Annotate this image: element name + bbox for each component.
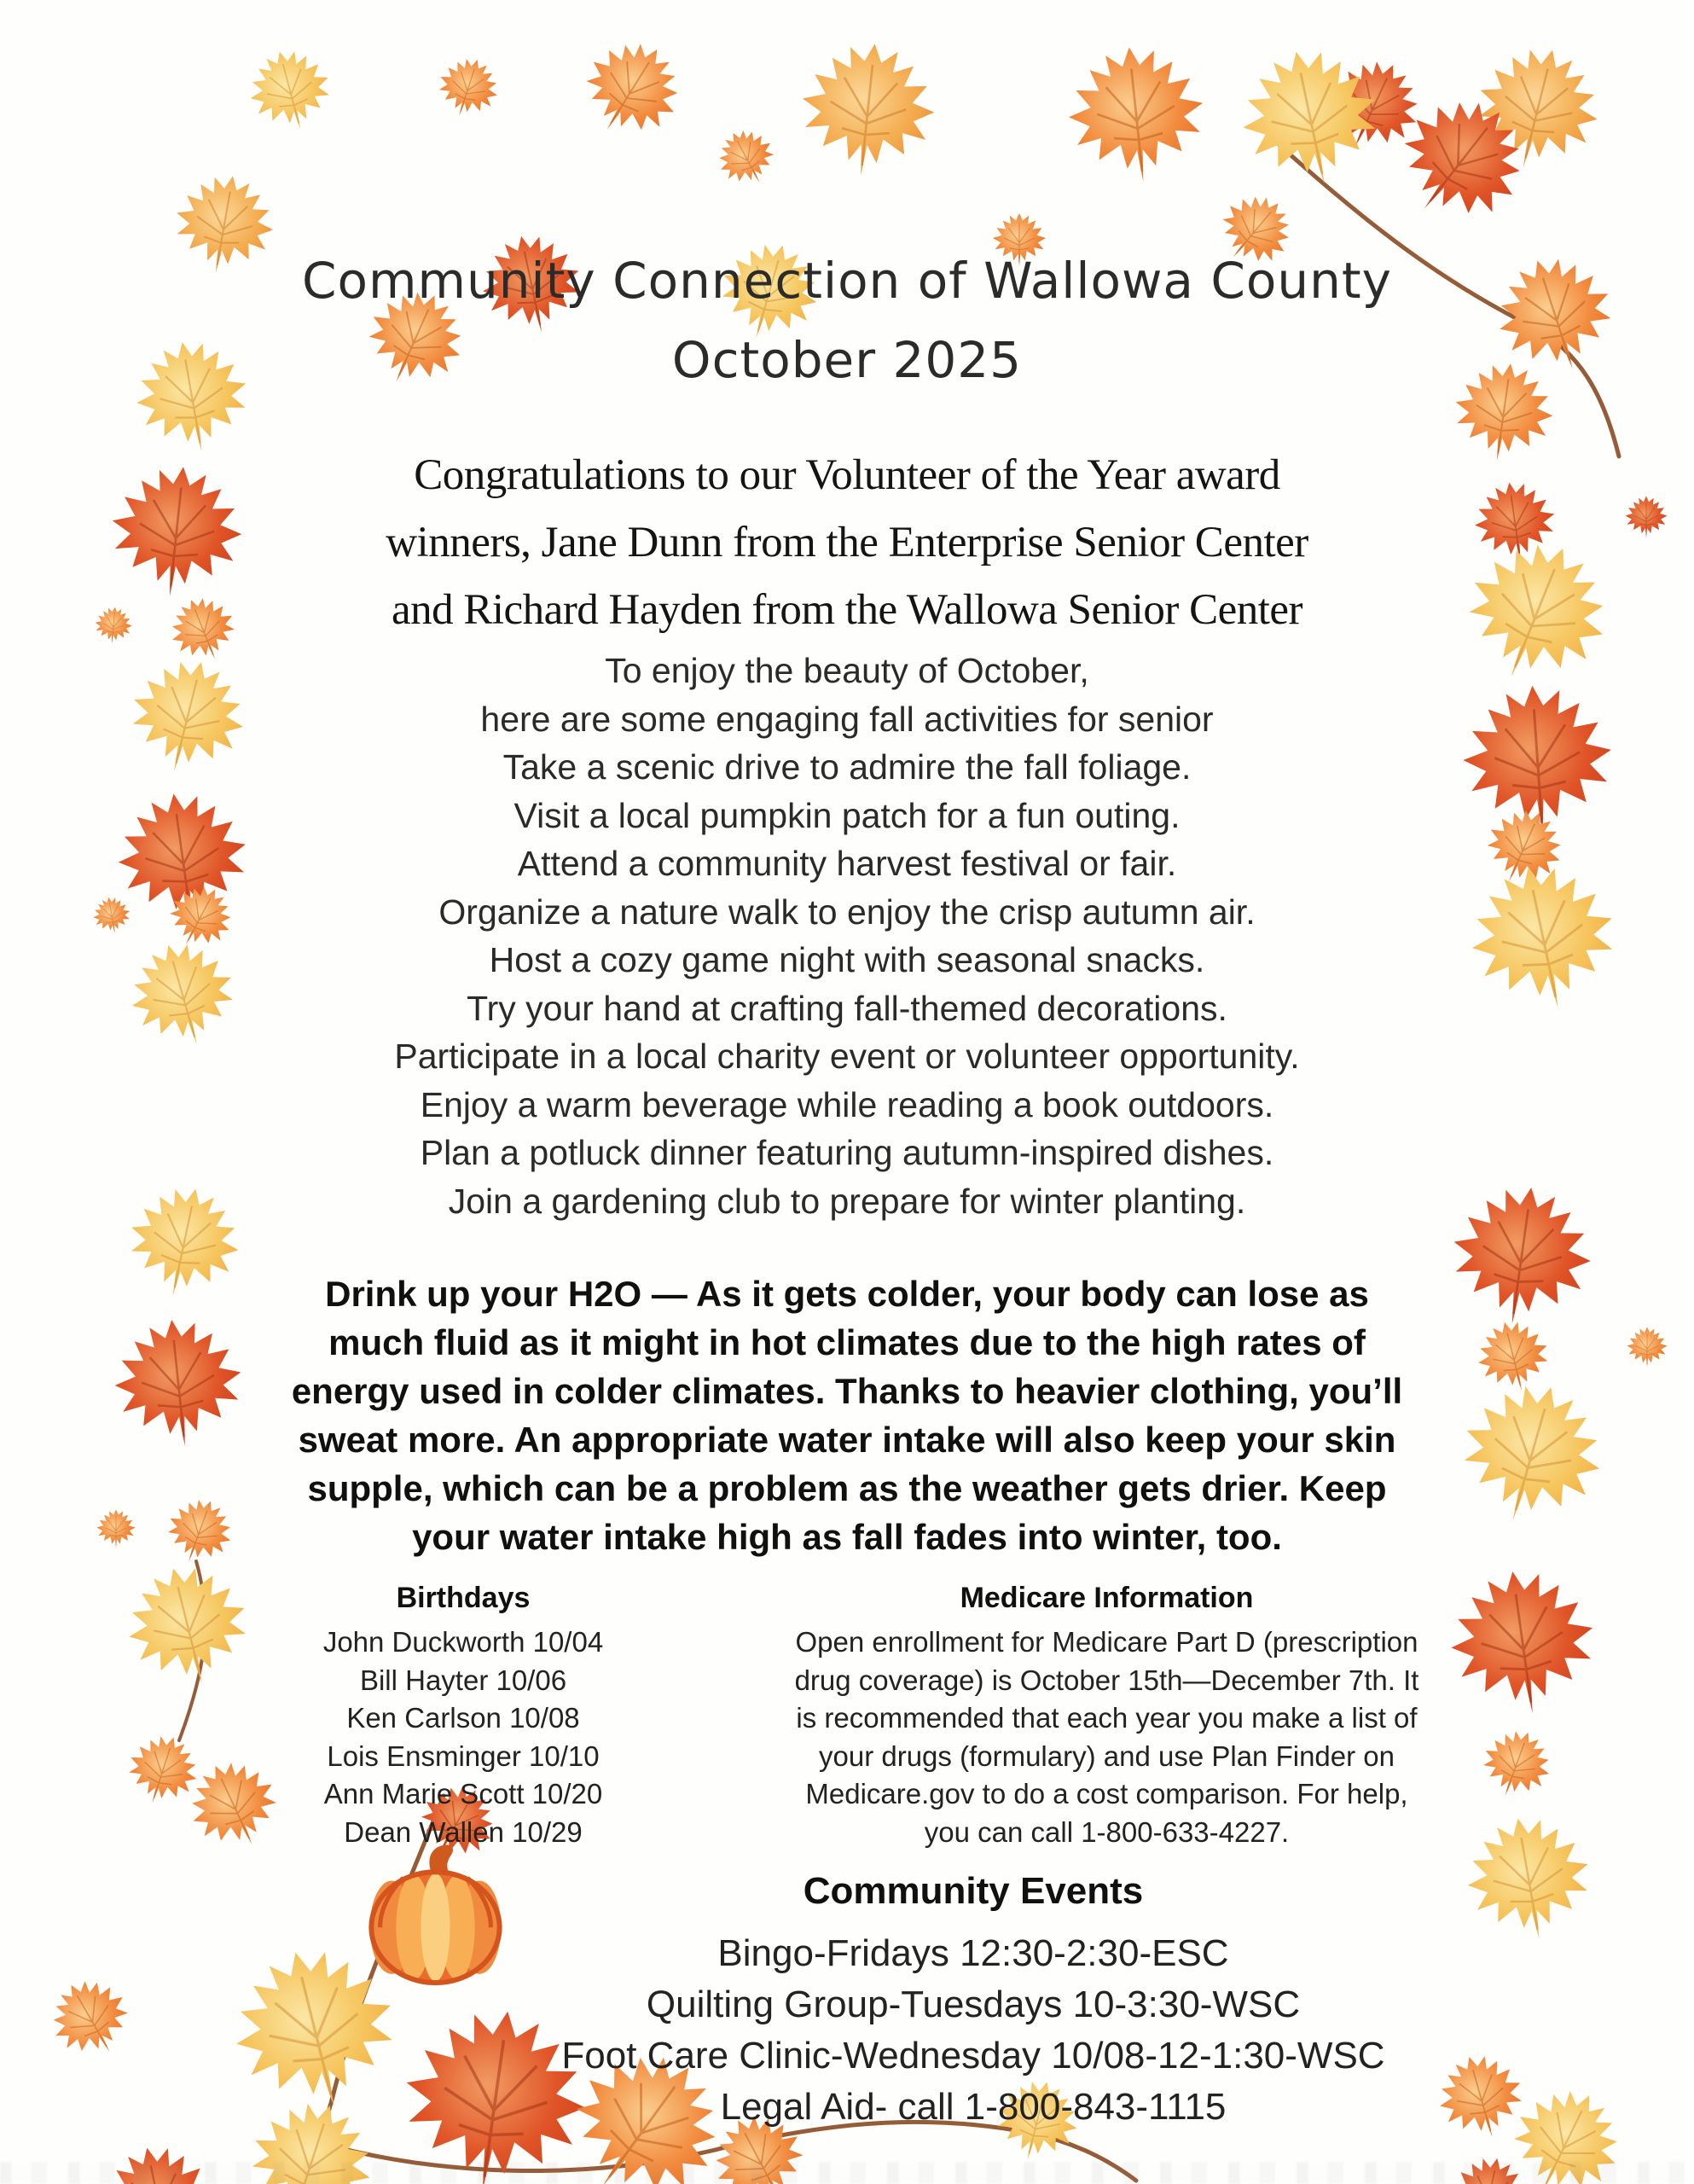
maple-leaf-decoration — [96, 1508, 136, 1549]
community-events-heading: Community Events — [803, 1870, 1144, 1912]
birthday-entry: Bill Hayter 10/06 — [359, 1664, 567, 1696]
newsletter-title: Community Connection of Wallowa County — [302, 252, 1392, 310]
activity-line: Attend a community harvest festival or fair. — [517, 844, 1177, 883]
hydration-line: your water intake high as fall fades into winter, too. — [412, 1517, 1282, 1557]
congratulations-line-2: winners, Jane Dunn from the Enterprise Senior Center — [386, 519, 1308, 566]
birthdays-section — [233, 1582, 693, 1851]
hydration-notice — [188, 1269, 1506, 1561]
medicare-line: Open enrollment for Medicare Part D (prescription — [795, 1626, 1418, 1658]
event-line: Bingo-Fridays 12:30-2:30-ESC — [717, 1932, 1229, 1974]
maple-leaf-decoration — [1626, 1326, 1668, 1368]
hydration-line: Drink up your H2O — As it gets colder, your body can lose as — [325, 1274, 1369, 1314]
activity-line: here are some engaging fall activities for senior — [480, 699, 1214, 739]
birthdays-heading: Birthdays — [396, 1582, 531, 1614]
hydration-line: much fluid as it might in hot climates due to the high rates of — [328, 1322, 1366, 1362]
event-line: Foot Care Clinic-Wednesday 10/08-12-1:30-WSC — [561, 2035, 1385, 2077]
medicare-line: is recommended that each year you make a list of — [796, 1702, 1418, 1734]
medicare-section — [721, 1582, 1493, 1851]
maple-leaf-decoration — [791, 32, 945, 187]
activity-line: Take a scenic drive to admire the fall foliage. — [502, 747, 1192, 787]
newsletter-issue-date: October 2025 — [671, 331, 1023, 389]
activity-line: Try your hand at crafting fall-themed decorations. — [467, 988, 1227, 1028]
activity-line: Plan a potluck dinner featuring autumn-inspired dishes. — [420, 1133, 1274, 1172]
event-line: Legal Aid- call 1-800-843-1115 — [720, 2086, 1227, 2128]
activity-line: Organize a nature walk to enjoy the crisp autumn air. — [438, 892, 1256, 932]
fall-activities-list — [0, 647, 1694, 1225]
birthday-entry: Lois Ensminger 10/10 — [327, 1740, 600, 1772]
activity-line: Join a gardening club to prepare for winter planting. — [448, 1181, 1246, 1221]
congratulations-line-3: and Richard Hayden from the Wallowa Senior Center — [391, 586, 1303, 634]
event-line: Quilting Group-Tuesdays 10-3:30-WSC — [646, 1984, 1301, 2025]
activity-line: Enjoy a warm beverage while reading a book outdoors. — [420, 1084, 1274, 1124]
activity-line: Visit a local pumpkin patch for a fun outing. — [513, 795, 1181, 835]
birthday-entry: Ann Marie Scott 10/20 — [323, 1778, 603, 1809]
medicare-line: Medicare.gov to do a cost comparison. For help, — [805, 1778, 1408, 1809]
birthday-entry: Ken Carlson 10/08 — [346, 1702, 580, 1734]
congratulations-line-1: Congratulations to our Volunteer of the Year award — [414, 451, 1280, 499]
hydration-line: supple, which can be a problem as the weather gets drier. Keep — [307, 1468, 1387, 1508]
birthday-entry: Dean Wallen 10/29 — [344, 1815, 583, 1848]
activity-line: To enjoy the beauty of October, — [605, 651, 1089, 690]
maple-leaf-decoration — [1058, 36, 1215, 194]
birthday-entry: John Duckworth 10/04 — [322, 1626, 604, 1658]
medicare-line: your drugs (formulary) and use Plan Finder on — [819, 1740, 1395, 1772]
activity-line: Host a cozy game night with seasonal snacks. — [489, 940, 1205, 979]
scan-artifact-strip — [0, 2162, 1694, 2184]
activity-line: Participate in a local charity event or volunteer opportunity. — [394, 1037, 1300, 1076]
medicare-line: drug coverage) is October 15th—December 7th. It — [794, 1664, 1419, 1696]
medicare-heading: Medicare Information — [960, 1582, 1254, 1614]
hydration-line: sweat more. An appropriate water intake will also keep your skin — [298, 1420, 1396, 1460]
community-events-section — [419, 1870, 1528, 2133]
medicare-line: you can call 1-800-633-4227. — [924, 1815, 1290, 1848]
hydration-line: energy used in colder climates. Thanks to heavier clothing, you’ll — [291, 1371, 1403, 1411]
